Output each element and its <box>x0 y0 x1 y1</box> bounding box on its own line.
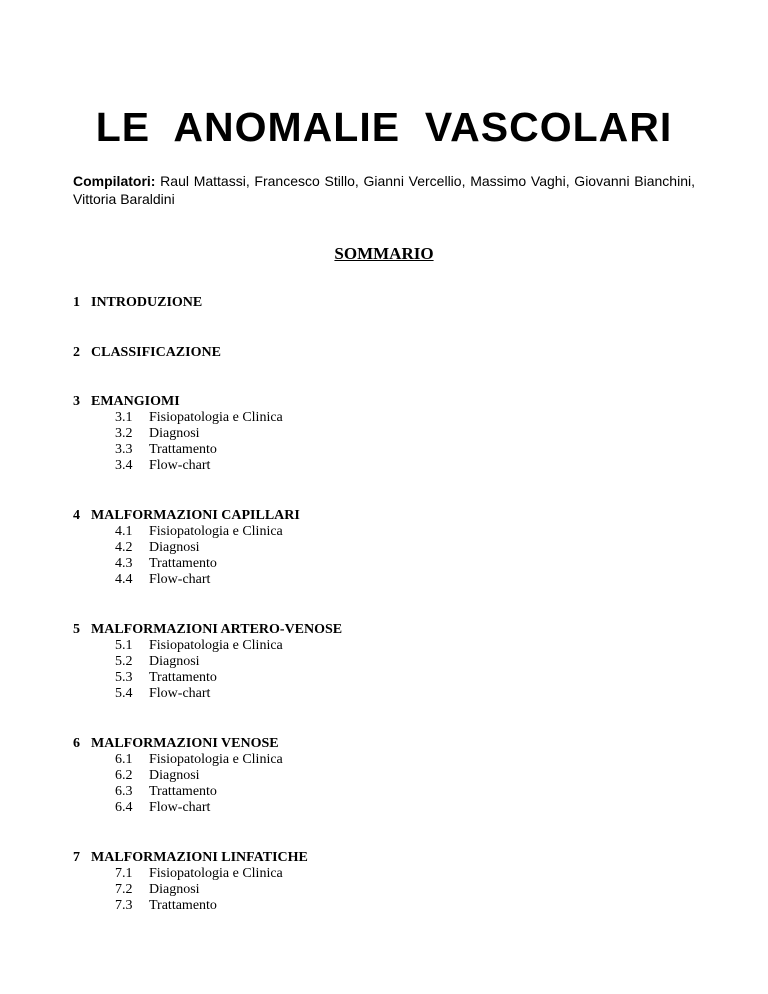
toc-subsection <box>73 686 693 702</box>
toc-section-number: 4 <box>73 508 80 523</box>
toc-section-number: 6 <box>73 736 80 751</box>
toc-subsection-number: 6.2 <box>115 768 133 783</box>
toc-subsection <box>73 540 693 556</box>
toc-subsection-title: Flow-chart <box>149 458 211 473</box>
toc-subsection-title: Diagnosi <box>149 654 200 669</box>
toc-section-number: 5 <box>73 622 80 637</box>
toc-subsection <box>73 638 693 654</box>
toc-subsection-number: 7.3 <box>115 898 133 913</box>
toc-section-heading <box>73 294 693 311</box>
toc-section-number: 1 <box>73 295 80 310</box>
compilers-names: Raul Mattassi, Francesco Stillo, Gianni Vercellio, Massimo Vaghi, Giovanni Bianchini, Vittoria Baraldini <box>73 173 695 207</box>
toc-section-heading <box>73 621 693 638</box>
toc-section-title: MALFORMAZIONI CAPILLARI <box>91 508 300 523</box>
toc-subsection-number: 4.1 <box>115 524 133 539</box>
toc-section-malformazioni-artero-venose <box>73 621 693 702</box>
toc-subsection-number: 6.3 <box>115 784 133 799</box>
toc-section-title: CLASSIFICAZIONE <box>91 345 221 360</box>
toc-subsection-number: 3.4 <box>115 458 133 473</box>
toc-section-number: 3 <box>73 394 80 409</box>
toc-subsection-number: 5.2 <box>115 654 133 669</box>
toc-subsection <box>73 800 693 816</box>
toc-subsection-title: Flow-chart <box>149 800 211 815</box>
toc-subsection-number: 5.1 <box>115 638 133 653</box>
toc-subsection-title: Trattamento <box>149 898 217 913</box>
toc-subsection <box>73 670 693 686</box>
toc-subsection-title: Flow-chart <box>149 686 211 701</box>
toc-subsection-title: Fisiopatologia e Clinica <box>149 866 283 881</box>
toc-subsection-title: Trattamento <box>149 784 217 799</box>
toc-subsection-title: Diagnosi <box>149 882 200 897</box>
toc-section-classificazione <box>73 344 693 361</box>
toc-subsection-number: 5.3 <box>115 670 133 685</box>
compilers-line <box>73 172 695 208</box>
toc-subsection <box>73 442 693 458</box>
toc-subsection-title: Diagnosi <box>149 768 200 783</box>
toc-subsection <box>73 784 693 800</box>
toc-subsection <box>73 572 693 588</box>
toc-section-malformazioni-venose <box>73 735 693 816</box>
toc-subsection <box>73 898 693 914</box>
toc-subsection-number: 6.4 <box>115 800 133 815</box>
toc-section-introduzione <box>73 294 693 311</box>
toc-section-malformazioni-linfatiche <box>73 849 693 914</box>
summary-heading: SOMMARIO <box>334 244 434 263</box>
toc-subsection <box>73 458 693 474</box>
toc-subsection-title: Diagnosi <box>149 540 200 555</box>
toc-section-number: 7 <box>73 850 80 865</box>
compilers-label: Compilatori: <box>73 173 156 189</box>
document-title: LE ANOMALIE VASCOLARI <box>95 104 673 150</box>
toc-subsection-number: 6.1 <box>115 752 133 767</box>
toc-section-title: MALFORMAZIONI LINFATICHE <box>91 850 308 865</box>
toc-subsection-title: Diagnosi <box>149 426 200 441</box>
toc-subsection <box>73 654 693 670</box>
toc-subsection-title: Trattamento <box>149 442 217 457</box>
toc-section-title: EMANGIOMI <box>91 394 180 409</box>
toc-subsection-number: 4.2 <box>115 540 133 555</box>
toc-section-title: MALFORMAZIONI VENOSE <box>91 736 279 751</box>
toc-subsection <box>73 524 693 540</box>
toc-subsection-number: 7.1 <box>115 866 133 881</box>
toc-section-malformazioni-capillari <box>73 507 693 588</box>
toc-subsection-title: Fisiopatologia e Clinica <box>149 524 283 539</box>
toc-subsection-title: Fisiopatologia e Clinica <box>149 752 283 767</box>
toc-subsection-title: Flow-chart <box>149 572 211 587</box>
toc-subsection <box>73 410 693 426</box>
toc-section-heading <box>73 507 693 524</box>
toc-subsection-number: 3.1 <box>115 410 133 425</box>
toc-subsection-number: 3.2 <box>115 426 133 441</box>
toc-subsection <box>73 752 693 768</box>
toc-subsection-number: 5.4 <box>115 686 133 701</box>
toc-subsection-number: 4.4 <box>115 572 133 587</box>
toc-section-heading <box>73 344 693 361</box>
toc-subsection-title: Fisiopatologia e Clinica <box>149 638 283 653</box>
toc-section-heading <box>73 735 693 752</box>
toc-subsection-number: 7.2 <box>115 882 133 897</box>
toc-section-emangiomi <box>73 393 693 474</box>
toc-subsection-title: Fisiopatologia e Clinica <box>149 410 283 425</box>
toc-subsection <box>73 426 693 442</box>
toc-subsection <box>73 866 693 882</box>
toc-subsection <box>73 768 693 784</box>
toc-subsection-title: Trattamento <box>149 556 217 571</box>
toc-section-number: 2 <box>73 345 80 360</box>
toc-section-heading <box>73 393 693 410</box>
toc-subsection <box>73 882 693 898</box>
toc-section-heading <box>73 849 693 866</box>
toc-subsection-title: Trattamento <box>149 670 217 685</box>
toc-section-title: MALFORMAZIONI ARTERO-VENOSE <box>91 622 343 637</box>
toc-section-title: INTRODUZIONE <box>91 295 203 310</box>
toc-subsection-number: 3.3 <box>115 442 133 457</box>
toc-subsection <box>73 556 693 572</box>
toc-subsection-number: 4.3 <box>115 556 133 571</box>
